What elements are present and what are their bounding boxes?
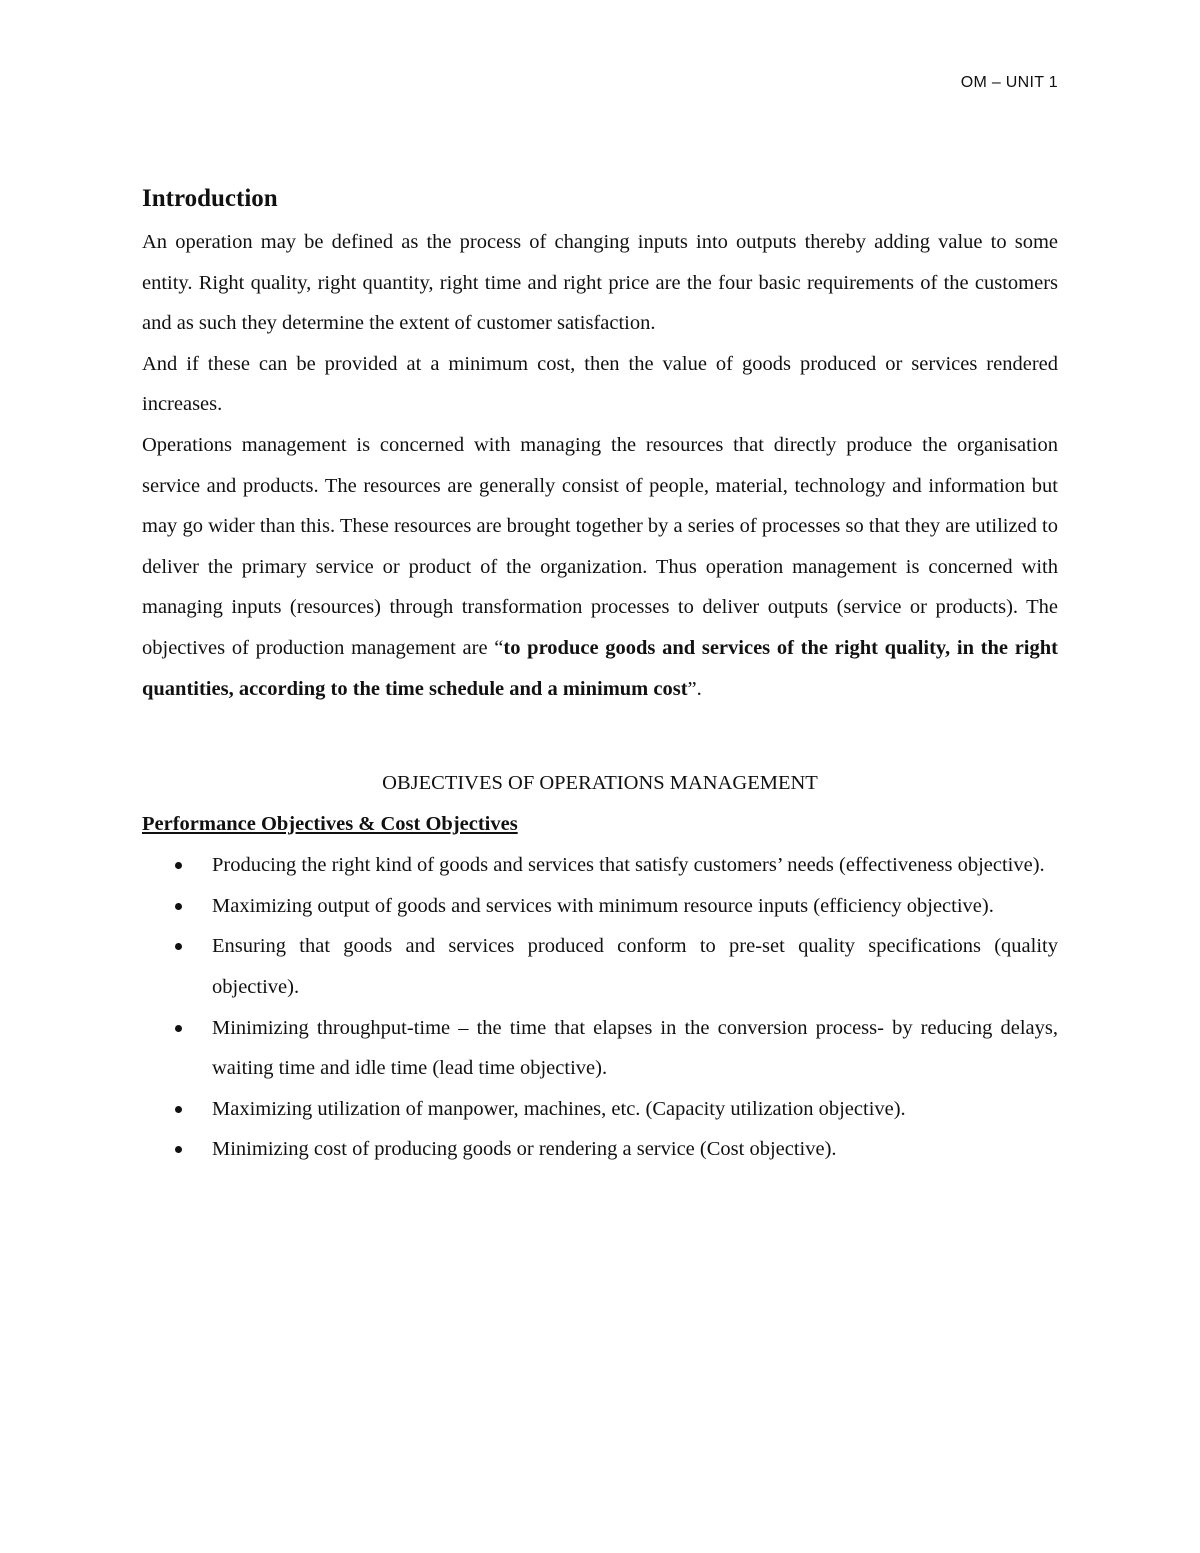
objective-definition-bold: to produce goods and services of the right quality, in the right quantities, according to the time schedule and a minimum cost	[142, 636, 1058, 700]
intro-paragraph-3-tail: ”.	[687, 677, 702, 700]
intro-paragraph-2: And if these can be provided at a minimum cost, then the value of goods produced or services rendered increases.	[142, 352, 1058, 416]
bullet-icon	[175, 943, 182, 950]
objectives-list	[142, 845, 1058, 1170]
bullet-icon	[175, 903, 182, 910]
list-item-text: Minimizing throughput-time – the time that elapses in the conversion process- by reducing delays, waiting time and idle time (lead time objective).	[212, 1016, 1058, 1080]
list-item-text: Ensuring that goods and services produced conform to pre-set quality specifications (quality objective).	[212, 935, 1058, 998]
bullet-icon	[175, 1025, 182, 1032]
page-content	[142, 182, 1058, 1170]
list-item-text: Minimizing cost of producing goods or rendering a service (Cost objective).	[212, 1138, 837, 1161]
running-header: OM – UNIT 1	[960, 74, 1058, 91]
list-item	[142, 886, 1058, 927]
bullet-icon	[175, 862, 182, 869]
introduction-heading: Introduction	[142, 185, 278, 212]
list-item	[142, 1089, 1058, 1130]
list-item	[142, 926, 1058, 1007]
intro-paragraph-1: An operation may be defined as the process of changing inputs into outputs thereby adding value to some entity. Right quality, right quantity, right time and right price are the four basic requirements of the customers and as such they determine the extent of customer satisfaction.	[142, 231, 1058, 335]
list-item-text: Maximizing utilization of manpower, machines, etc. (Capacity utilization objective).	[212, 1097, 906, 1120]
intro-paragraph-3	[142, 425, 1058, 709]
bullet-icon	[175, 1146, 182, 1153]
list-item	[142, 1129, 1058, 1170]
list-item-text: Maximizing output of goods and services with minimum resource inputs (efficiency objective).	[212, 894, 994, 917]
list-item-text: Producing the right kind of goods and services that satisfy customers’ needs (effectiveness objective).	[212, 854, 1045, 877]
objectives-sub-heading: Performance Objectives & Cost Objectives	[142, 813, 518, 836]
list-item	[142, 1008, 1058, 1089]
list-item	[142, 845, 1058, 886]
bullet-icon	[175, 1106, 182, 1113]
intro-paragraph-3-lead: Operations management is concerned with managing the resources that directly produce the organisation service and products. The resources are generally consist of people, material, technology and information but may go wider than this. These resources are brought together by a series of processes so that they are utilized to deliver the primary service or product of the organization. Thus operation management is concerned with managing inputs (resources) through transformation processes to deliver outputs (service or products). The objectives of production management are “	[142, 433, 1058, 659]
objectives-section-title: OBJECTIVES OF OPERATIONS MANAGEMENT	[382, 772, 818, 795]
